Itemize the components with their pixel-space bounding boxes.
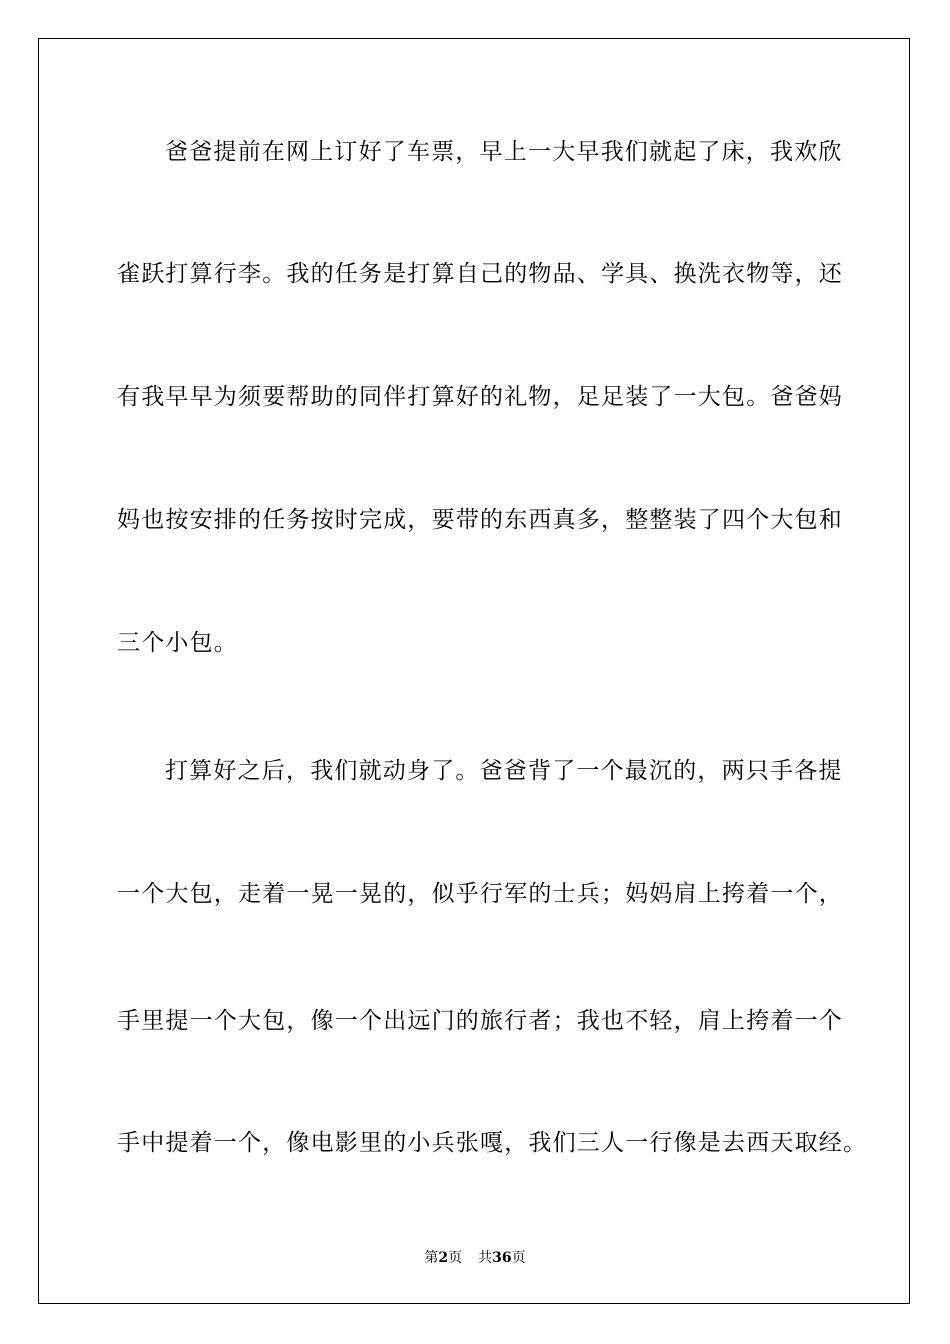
paragraph-2-line-3: 手里提一个大包，像一个出远门的旅行者；我也不轻，肩上挎着一个 (117, 1008, 843, 1034)
footer-page-number: 2 (438, 1250, 449, 1266)
page-border (38, 38, 910, 1304)
footer-page-suffix: 页 (448, 1250, 463, 1266)
footer-total-prefix: 共 (478, 1250, 493, 1266)
paragraph-1-line-5: 三个小包。 (117, 630, 238, 656)
paragraph-2-line-2: 一个大包，走着一晃一晃的，似乎行军的士兵；妈妈肩上挎着一个， (117, 881, 843, 907)
footer-total-pages: 36 (492, 1250, 512, 1266)
page-footer (0, 1248, 950, 1268)
paragraph-1-line-1: 爸爸提前在网上订好了车票，早上一大早我们就起了床，我欢欣 (165, 139, 843, 165)
paragraph-2-line-1: 打算好之后，我们就动身了。爸爸背了一个最沉的，两只手各提 (165, 758, 843, 784)
paragraph-1-line-2: 雀跃打算行李。我的任务是打算自己的物品、学具、换洗衣物等，还 (117, 261, 843, 287)
paragraph-1-line-4: 妈也按安排的任务按时完成，要带的东西真多，整整装了四个大包和 (117, 507, 843, 533)
footer-page-prefix: 第 (424, 1250, 439, 1266)
paragraph-2-line-4: 手中提着一个，像电影里的小兵张嘎，我们三人一行像是去西天取经。 (117, 1130, 868, 1156)
footer-total-suffix: 页 (511, 1250, 526, 1266)
paragraph-1-line-3: 有我早早为须要帮助的同伴打算好的礼物，足足装了一大包。爸爸妈 (117, 384, 843, 410)
